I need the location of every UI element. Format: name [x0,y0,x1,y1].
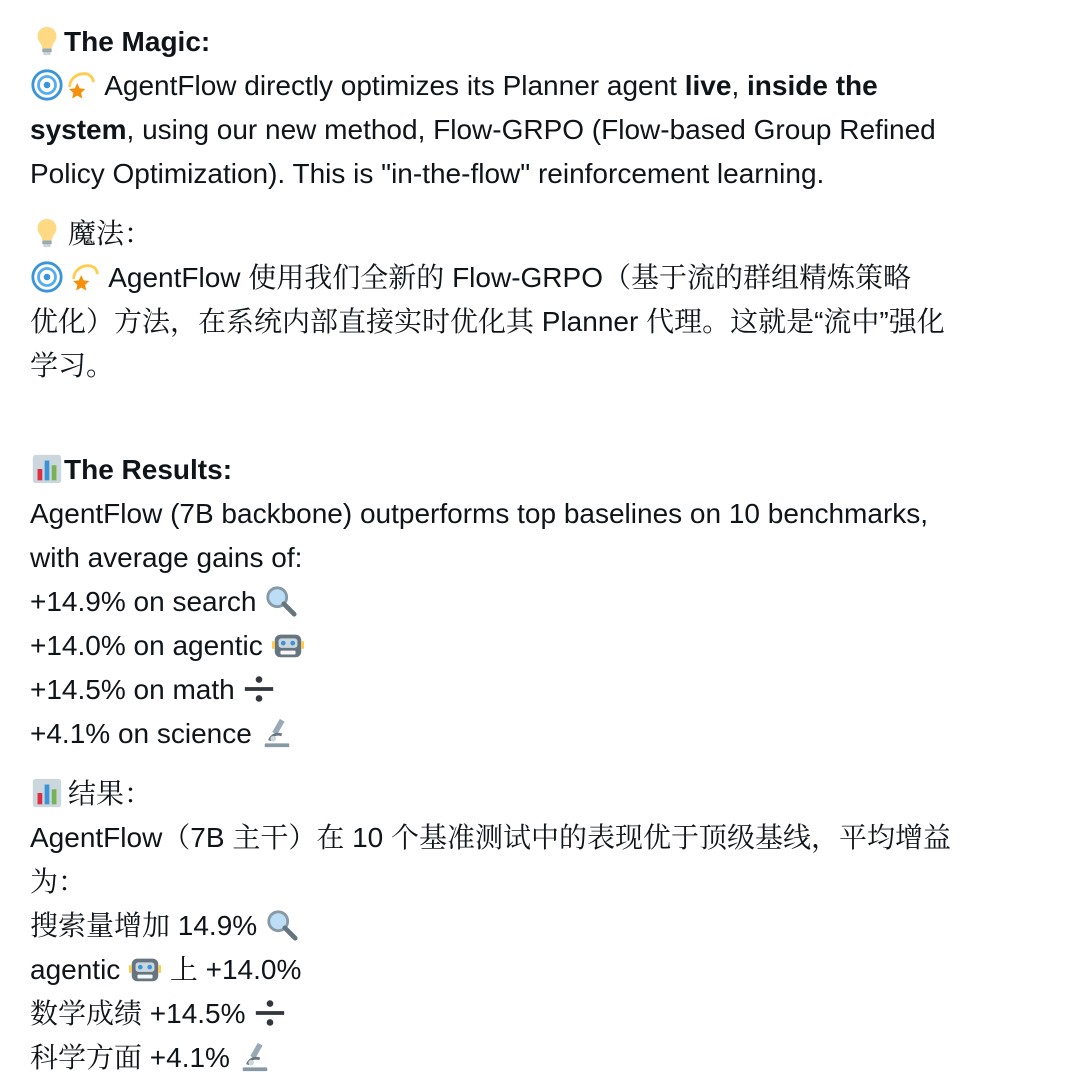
result-search: +14.9% on search [30,580,1065,624]
magnifier-icon [264,584,298,618]
zh-magic-line-3: 学习。 [30,350,115,381]
zh-results-line-1: AgentFlow（7B 主干）在 10 个基准测试中的表现优于顶级基线，平均增益 [30,822,952,853]
microscope-icon [260,716,294,750]
zh-result-math: 数学成绩 +14.5% [30,992,1065,1036]
cyclone-icon [30,68,64,102]
zh-result-search: 搜索量增加 14.9% [30,904,1065,948]
bar-chart-icon [30,776,64,810]
bar-chart-icon [30,452,64,486]
zh-magic-heading: 魔法： [68,218,153,249]
cyclone-icon [30,260,64,294]
results-heading-line [30,448,1065,492]
divide-icon [242,672,276,706]
dizzy-star-icon [68,260,102,294]
result-math: +14.5% on math [30,668,1065,712]
dizzy-star-icon [64,68,98,102]
results-line-2: with average gains of: [30,542,303,573]
result-agentic: +14.0% on agentic [30,624,1065,668]
post-body [30,20,1065,1080]
zh-results-heading: 结果： [68,778,153,809]
zh-result-science: 科学方面 +4.1% [30,1036,1065,1080]
magic-line-1: AgentFlow directly optimizes its Planner agent live, inside the [30,64,1065,108]
zh-magic-line-2: 优化）方法，在系统内部直接实时优化其 Planner 代理。这就是“流中”强化 [30,306,945,337]
magic-line-2: system, using our new method, Flow-GRPO (Flow-based Group Refined [30,114,936,145]
lightbulb-icon [30,24,64,58]
magic-line-3: Policy Optimization). This is "in-the-flow" reinforcement learning. [30,158,825,189]
microscope-icon [238,1040,272,1074]
robot-icon [271,628,305,662]
results-line-1: AgentFlow (7B backbone) outperforms top baselines on 10 benchmarks, [30,498,929,529]
result-science: +4.1% on science [30,712,1065,756]
lightbulb-icon [30,216,64,250]
magic-heading: The Magic: [64,26,211,57]
zh-magic-line-1: AgentFlow 使用我们全新的 Flow-GRPO（基于流的群组精炼策略 [30,256,1065,300]
zh-magic-heading-line [30,212,1065,256]
zh-results-line-2: 为： [30,866,87,897]
magic-heading-line [30,20,1065,64]
zh-results-heading-line [30,772,1065,816]
robot-icon [128,952,162,986]
results-heading: The Results: [64,454,233,485]
zh-result-agentic: agentic 上 +14.0% [30,954,302,985]
magnifier-icon [265,908,299,942]
divide-icon [253,996,287,1030]
